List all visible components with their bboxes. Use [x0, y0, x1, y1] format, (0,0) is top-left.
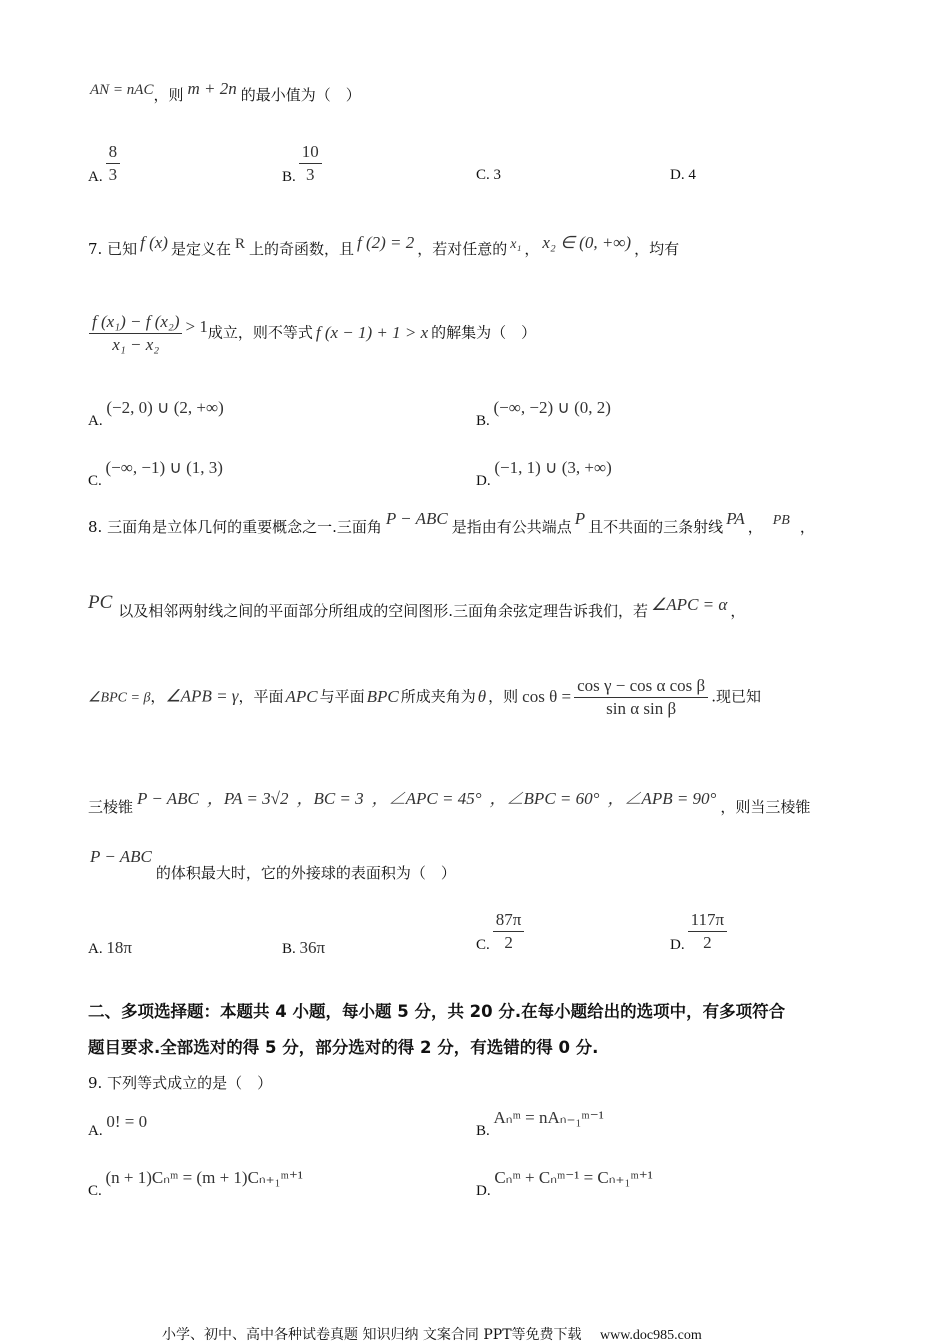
math: cos θ =	[522, 686, 572, 706]
option-label: A.	[88, 168, 103, 185]
section-heading-line1: 二、多项选择题：本题共 4 小题，每小题 5 分，共 20 分.在每小题给出的选项中，有多项符合	[88, 1002, 786, 1021]
q6-option-b	[282, 142, 325, 185]
text: .现已知	[711, 687, 761, 706]
fraction	[493, 910, 525, 953]
q8-stem-line4	[88, 784, 811, 816]
math: f (x − 1) + 1 > x	[315, 322, 429, 342]
denominator: 3	[306, 165, 315, 184]
math: x₂ ∈ (0, +∞)	[542, 233, 632, 252]
q6-stem-continuation	[90, 79, 361, 105]
option-label: B.	[282, 168, 296, 185]
option-label: C.	[476, 936, 490, 953]
q8-stem-line5	[90, 847, 456, 882]
text: ，	[747, 518, 763, 536]
denominator: x₁ − x₂	[112, 335, 160, 354]
option-label: D.	[476, 473, 491, 489]
math: ，∠BPC = 60°	[489, 789, 600, 808]
denominator: 2	[504, 933, 513, 952]
text: 的解集为（ ）	[431, 323, 537, 342]
math: ∠APC = α	[651, 595, 728, 614]
option-value: 18π	[106, 938, 132, 957]
option-value: (−1, 1) ∪ (3, +∞)	[494, 458, 612, 477]
text: ，	[799, 518, 815, 536]
math: PB	[772, 513, 790, 528]
math: PC	[88, 592, 113, 613]
math: ，PA = 3√2	[206, 789, 289, 808]
text: 7. 已知	[88, 240, 138, 258]
option-value: 3	[493, 167, 502, 183]
math: ，∠APC = 45°	[371, 789, 482, 808]
math: BPC	[366, 686, 399, 706]
option-value: (n + 1)Cₙᵐ = (m + 1)Cₙ₊₁ᵐ⁺¹	[105, 1168, 303, 1187]
option-label: A.	[88, 1123, 103, 1139]
text: ，若对任意的	[417, 240, 508, 258]
option-label: D.	[476, 1183, 491, 1199]
q9-option-d	[476, 1168, 653, 1199]
math: m + 2n	[187, 79, 237, 98]
numerator: 8	[106, 142, 121, 164]
text: ，则	[488, 687, 519, 706]
option-label: B.	[476, 413, 490, 429]
math: ，∠APB = 90°	[607, 789, 717, 808]
fraction	[574, 676, 708, 719]
option-label: C.	[88, 1183, 102, 1199]
text: 所成夹角为	[400, 687, 476, 706]
numerator: 87π	[493, 910, 525, 932]
math: θ	[477, 686, 487, 706]
math: f (x)	[140, 233, 168, 252]
math: ∠APB = γ	[165, 686, 239, 706]
math: > 1	[185, 316, 208, 336]
option-label: C.	[476, 167, 490, 183]
text: ，均有	[634, 240, 680, 258]
math: P − ABC	[137, 789, 199, 808]
text: 上的奇函数，且	[248, 240, 354, 258]
q7-option-c	[88, 458, 223, 489]
option-value: 36π	[299, 938, 326, 957]
text: ，则当三棱锥	[720, 798, 811, 816]
math: APC	[285, 686, 318, 706]
text: ，	[150, 687, 166, 706]
text: 8. 三面角是立体几何的重要概念之一.三面角	[88, 518, 382, 536]
option-value: 0! = 0	[106, 1112, 148, 1131]
footer-text: 小学、初中、高中各种试卷真题 知识归纳 文案合同 PPT等免费下载	[162, 1327, 582, 1343]
math: ，BC = 3	[296, 789, 364, 808]
q7-option-a	[88, 398, 224, 429]
fraction	[688, 910, 727, 953]
fraction	[106, 142, 121, 185]
numerator: f (x₁) − f (x₂)	[89, 312, 182, 334]
text: 以及相邻两射线之间的平面部分所组成的空间图形.三面角余弦定理告诉我们，若	[118, 602, 649, 620]
math: f (2) = 2	[356, 233, 415, 252]
option-value: (−∞, −1) ∪ (1, 3)	[105, 458, 223, 477]
math: P − ABC	[90, 847, 152, 866]
math: AN = nAC	[90, 82, 154, 98]
option-value: 4	[688, 167, 696, 183]
math: R	[234, 236, 245, 252]
q8-option-b	[282, 938, 325, 958]
math: P − ABC	[385, 509, 448, 528]
option-value: Aₙᵐ = nAₙ₋₁ᵐ⁻¹	[493, 1108, 604, 1127]
q8-stem-line2	[88, 592, 746, 622]
text: 与平面	[319, 687, 365, 706]
numerator: cos γ − cos α cos β	[574, 676, 708, 698]
q9-option-b	[476, 1108, 604, 1139]
text: ，	[730, 602, 746, 620]
text: 是定义在	[170, 240, 231, 258]
q6-option-d	[670, 167, 696, 184]
q8-stem-line3	[88, 676, 761, 719]
q9-stem: 9. 下列等式成立的是（ ）	[88, 1074, 273, 1092]
q7-stem-line1	[88, 233, 680, 259]
q9-option-c	[88, 1168, 303, 1199]
fraction	[89, 312, 182, 355]
text: 的最小值为（ ）	[240, 86, 361, 104]
q8-option-a	[88, 938, 132, 958]
math: ∠BPC = β	[88, 690, 151, 706]
option-value: Cₙᵐ + Cₙᵐ⁻¹ = Cₙ₊₁ᵐ⁺¹	[494, 1168, 653, 1187]
denominator: 2	[703, 933, 712, 952]
q8-option-d	[670, 910, 730, 953]
option-value: (−∞, −2) ∪ (0, 2)	[493, 398, 611, 417]
numerator: 117π	[688, 910, 727, 932]
text: 的体积最大时，它的外接球的表面积为（ ）	[155, 864, 456, 882]
option-label: D.	[670, 936, 685, 953]
q8-stem-line1	[88, 509, 815, 537]
math: x₁	[510, 237, 522, 252]
text: 三棱锥	[88, 798, 134, 816]
q7-option-d	[476, 458, 612, 489]
math: P	[574, 509, 586, 528]
text: 且不共面的三条射线	[588, 518, 724, 536]
text: ，则	[153, 86, 184, 104]
section-heading-line2: 题目要求.全部选对的得 5 分，部分选对的得 2 分，有选错的得 0 分.	[88, 1038, 599, 1057]
text: ，	[524, 240, 540, 258]
text: ，平面	[238, 687, 284, 706]
q9-option-a	[88, 1112, 148, 1139]
page-footer	[162, 1324, 702, 1344]
denominator: 3	[108, 165, 118, 184]
option-label: A.	[88, 941, 103, 957]
denominator: sin α sin β	[606, 699, 677, 718]
option-label: B.	[282, 941, 296, 957]
math: PA	[726, 509, 745, 528]
option-value: (−2, 0) ∪ (2, +∞)	[106, 398, 224, 417]
q7-option-b	[476, 398, 611, 429]
option-label: D.	[670, 167, 685, 183]
text: 成立，则不等式	[207, 323, 313, 342]
q8-option-c	[476, 910, 527, 953]
option-label: A.	[88, 413, 103, 429]
fraction	[299, 142, 322, 185]
numerator: 10	[299, 142, 322, 164]
footer-link[interactable]: www.doc985.com	[599, 1328, 702, 1343]
option-label: B.	[476, 1123, 490, 1139]
q6-option-a	[88, 142, 123, 185]
q7-stem-line2	[86, 312, 536, 355]
option-label: C.	[88, 473, 102, 489]
q6-option-c	[476, 167, 501, 184]
text: 是指由有公共端点	[451, 518, 572, 536]
